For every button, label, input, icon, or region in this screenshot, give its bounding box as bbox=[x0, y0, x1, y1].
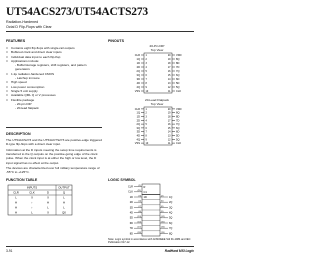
pin-number: 5 bbox=[145, 123, 147, 127]
pin-number: 8 bbox=[145, 82, 147, 85]
pin-number: 14 bbox=[167, 130, 171, 134]
pin-number: 7 bbox=[145, 130, 147, 134]
pin-name: 1Q bbox=[136, 58, 140, 61]
pin-number: 11 bbox=[168, 90, 171, 93]
input-pin-number: (17) bbox=[137, 226, 141, 229]
logic-symbol-heading: LOGIC SYMBOL bbox=[108, 178, 136, 182]
pin-name: 8D bbox=[176, 62, 180, 65]
input-label: 7D bbox=[129, 227, 133, 231]
pin-number: 8 bbox=[145, 134, 147, 138]
output-pin-number: (16) bbox=[161, 226, 165, 229]
dip-title: 20-Pin DIP bbox=[149, 44, 165, 48]
pin-name: 4Q bbox=[136, 138, 140, 142]
pin-name: CLR bbox=[134, 107, 140, 111]
pin-number: 19 bbox=[167, 111, 171, 115]
logic-symbol-diagram bbox=[108, 183, 196, 237]
flatpack-title: 20-Lead Flatpack bbox=[145, 98, 169, 102]
pin-name: 4D bbox=[136, 82, 140, 85]
feature-item: □ 1.2µ radiation-hardened CMOS bbox=[6, 71, 55, 76]
clock-label: C1 bbox=[143, 191, 147, 194]
pin-name: 2Q bbox=[136, 123, 140, 127]
pin-number: 3 bbox=[145, 115, 147, 119]
table-cell: L bbox=[63, 195, 65, 200]
table-cell: ↑ bbox=[31, 205, 33, 210]
pin-number: 20 bbox=[167, 107, 171, 111]
description-paragraph-3: The devices are characterized over full military temperature range of -55°C to +125°C. bbox=[6, 166, 100, 175]
input-label: 1D bbox=[129, 195, 133, 199]
footer-brand: RadHard MSI Logic bbox=[164, 249, 194, 253]
table-cell: L bbox=[63, 205, 65, 210]
input-label: 8D bbox=[129, 232, 133, 236]
pin-name: 6D bbox=[176, 78, 180, 81]
column-header: D bbox=[46, 190, 50, 195]
input-label: 2D bbox=[129, 201, 133, 205]
pin-name: 5Q bbox=[176, 138, 180, 142]
feature-item: □ Flexible package bbox=[6, 97, 35, 102]
pin-name: 8Q bbox=[176, 58, 180, 61]
pin-name: 4D bbox=[136, 134, 140, 138]
pin-number: 18 bbox=[167, 115, 171, 119]
pin-name: 7D bbox=[176, 66, 180, 69]
pin-number: 4 bbox=[145, 119, 147, 123]
feature-item: □ Applications include: bbox=[6, 58, 40, 63]
pin-name: 5Q bbox=[176, 86, 180, 89]
bullet-icon: □ bbox=[6, 54, 8, 59]
pin-name: 3D bbox=[136, 130, 140, 134]
dip-pinout-diagram bbox=[128, 52, 188, 94]
table-cell: H bbox=[14, 210, 18, 215]
pin-name: 7D bbox=[176, 119, 180, 123]
pin-name: 3D bbox=[136, 78, 140, 81]
pin-number: 2 bbox=[145, 58, 147, 61]
pin-name: CLR bbox=[134, 54, 140, 57]
output-label: 2Q bbox=[169, 201, 173, 205]
pin-number: 18 bbox=[167, 62, 171, 65]
features-list bbox=[6, 46, 104, 110]
pin-name: 2Q bbox=[136, 70, 140, 73]
table-cell: L bbox=[31, 210, 33, 215]
page-title: UT54ACS273/UT54ACTS273 bbox=[6, 6, 148, 18]
function-table bbox=[6, 184, 78, 222]
pin-number: 12 bbox=[167, 86, 171, 89]
pin-number: 17 bbox=[167, 66, 171, 69]
feature-item: - Latchup immune bbox=[15, 76, 40, 81]
feature-item: □ Available QML Q or V processes bbox=[6, 93, 56, 98]
pin-name: 7Q bbox=[176, 123, 180, 127]
pin-number: 5 bbox=[145, 70, 147, 73]
pin-name: 7Q bbox=[176, 70, 180, 73]
pin-number: 2 bbox=[145, 111, 147, 115]
pin-name: 2D bbox=[136, 66, 140, 69]
pin-number: 16 bbox=[167, 123, 171, 127]
pin-number: 1 bbox=[145, 107, 147, 111]
pin-name: 6Q bbox=[176, 126, 180, 130]
output-pin-number: (6) bbox=[161, 205, 164, 208]
dip-view: Top View bbox=[150, 48, 164, 52]
bullet-icon: □ bbox=[6, 93, 8, 98]
table-cell: H bbox=[62, 200, 66, 205]
feature-item: □ Contains eight flip-flops with single-rail outputs bbox=[6, 46, 75, 50]
output-label: 8Q bbox=[169, 232, 173, 236]
pin-number: 16 bbox=[167, 70, 171, 73]
pin-name: CLK bbox=[176, 142, 182, 146]
input-pin-number: (8) bbox=[138, 211, 141, 213]
description-paragraph-2: Information at the D inputs meeting the setup time requirements is transferred to the Q outputs on the positive-going edge of the clock pulse. When the clock input is at either the high or low level, the D input signal has no effect at the output. bbox=[6, 147, 98, 165]
reset-label: R bbox=[143, 185, 146, 189]
pin-number: 13 bbox=[167, 82, 171, 85]
pin-number: 10 bbox=[145, 142, 149, 146]
pin-number: 17 bbox=[167, 119, 171, 123]
pin-name: 3Q bbox=[136, 74, 140, 77]
feature-item: □ Low power consumption bbox=[6, 84, 45, 89]
output-label: 7Q bbox=[169, 227, 173, 231]
description-paragraph-1: The UT54ACS273 and the UT54ACTS273 are positive-edge triggered D-type flip-flops with a direct clear input. bbox=[6, 138, 102, 147]
table-cell: L bbox=[15, 195, 17, 200]
input-pin-number: (1) bbox=[138, 185, 141, 187]
feature-item: - Buffer/storage registers, shift registers, and pattern bbox=[15, 63, 87, 68]
pin-name: 2D bbox=[136, 119, 140, 123]
output-label: 5Q bbox=[169, 216, 173, 220]
data-label: 1D bbox=[143, 196, 147, 200]
table-cell: X bbox=[47, 210, 49, 215]
bullet-icon: □ bbox=[6, 46, 8, 50]
output-pin-number: (9) bbox=[161, 211, 164, 213]
input-pin-number: (4) bbox=[138, 200, 141, 203]
pin-number: 12 bbox=[167, 138, 171, 142]
table-cell: H bbox=[14, 205, 18, 210]
bullet-icon: □ bbox=[6, 50, 8, 55]
output-pin-number: (2) bbox=[161, 195, 164, 198]
pinouts-heading: PINOUTS bbox=[108, 39, 124, 43]
pin-number: 9 bbox=[145, 138, 147, 142]
input-pin-number: (7) bbox=[138, 205, 141, 208]
pin-name: 5D bbox=[176, 82, 180, 85]
input-label: CLK bbox=[128, 190, 133, 194]
input-label: 3D bbox=[129, 206, 133, 210]
pin-number: 15 bbox=[167, 74, 171, 77]
input-pin-number: (18) bbox=[137, 231, 141, 234]
output-label: 6Q bbox=[169, 221, 173, 225]
input-label: 6D bbox=[129, 221, 133, 225]
features-heading: FEATURES bbox=[6, 39, 26, 43]
description-heading: DESCRIPTION bbox=[6, 132, 31, 136]
pin-name: 6D bbox=[176, 130, 180, 134]
pin-name: 6Q bbox=[176, 74, 180, 77]
bullet-icon: □ bbox=[6, 80, 8, 85]
bullet-icon: □ bbox=[6, 97, 8, 102]
table-cell: X bbox=[47, 195, 49, 200]
inputs-label: INPUTS bbox=[26, 185, 38, 190]
input-label: 5D bbox=[129, 216, 133, 220]
feature-item: □ Individual data input to each flip-flop bbox=[6, 54, 61, 59]
pin-name: 8D bbox=[176, 115, 180, 119]
feature-item: □ High speed bbox=[6, 80, 27, 85]
column-header: CLK bbox=[29, 190, 35, 195]
column-header: Q bbox=[62, 190, 66, 195]
pin-number: 6 bbox=[145, 74, 147, 77]
bullet-icon: □ bbox=[6, 84, 8, 89]
table-cell: H bbox=[14, 200, 18, 205]
input-pin-number: (13) bbox=[137, 216, 141, 219]
pin-number: 6 bbox=[145, 126, 147, 130]
flatpack-view: Top View bbox=[150, 102, 164, 106]
table-cell: L bbox=[47, 205, 49, 210]
table-cell: ↑ bbox=[31, 200, 33, 205]
pin-number: 13 bbox=[167, 134, 171, 138]
page-subtitle-2: Octal D Flip-Flops with Clear bbox=[6, 24, 52, 29]
input-pin-number: (14) bbox=[137, 221, 141, 224]
pin-number: 19 bbox=[167, 58, 171, 61]
bullet-icon: □ bbox=[6, 88, 8, 93]
pin-number: 7 bbox=[145, 78, 147, 81]
table-cell: Q0 bbox=[62, 210, 66, 215]
table-cell: X bbox=[31, 195, 33, 200]
pin-name: 4Q bbox=[136, 86, 140, 89]
input-pin-number: (11) bbox=[137, 190, 141, 193]
description-rule bbox=[6, 127, 102, 128]
output-pin-number: (19) bbox=[161, 231, 165, 234]
pin-number: 10 bbox=[145, 90, 149, 93]
column-header: CLR bbox=[13, 190, 19, 195]
description-body bbox=[6, 138, 102, 176]
output-label: 3Q bbox=[169, 206, 173, 210]
pin-number: 15 bbox=[167, 126, 171, 130]
pin-name: VDD bbox=[176, 107, 182, 111]
output-label: 4Q bbox=[169, 211, 173, 215]
pin-number: 1 bbox=[145, 54, 147, 57]
pin-number: 11 bbox=[168, 142, 171, 146]
pin-name: VSS bbox=[134, 90, 140, 93]
feature-item: - 20-lead flatpack bbox=[15, 106, 39, 111]
bullet-icon: □ bbox=[6, 58, 8, 63]
feature-item: - 20-pin DIP bbox=[15, 101, 32, 106]
pin-name: 5D bbox=[176, 134, 180, 138]
feature-item: □ Single 5 volt supply bbox=[6, 88, 38, 93]
output-pin-number: (5) bbox=[161, 200, 164, 203]
pin-number: 3 bbox=[145, 62, 147, 65]
pin-name: 8Q bbox=[176, 111, 180, 115]
header-rule bbox=[6, 31, 194, 32]
pin-name: 1Q bbox=[136, 111, 140, 115]
pin-number: 4 bbox=[145, 66, 147, 69]
pin-number: 9 bbox=[145, 86, 147, 89]
table-cell: H bbox=[46, 200, 50, 205]
pin-name: 3Q bbox=[136, 126, 140, 130]
feature-item: generators bbox=[15, 67, 30, 72]
output-label: 1Q bbox=[169, 195, 173, 199]
bullet-icon: □ bbox=[6, 71, 8, 76]
output-pin-number: (15) bbox=[161, 221, 165, 224]
pin-name: VSS bbox=[134, 142, 140, 146]
output-label: OUTPUT bbox=[58, 185, 70, 190]
flatpack-pinout-diagram bbox=[128, 106, 188, 146]
input-pin-number: (3) bbox=[138, 195, 141, 198]
input-label: CLR bbox=[127, 185, 133, 189]
pin-name: 1D bbox=[136, 62, 140, 65]
page-subtitle-1: Radiation-Hardened bbox=[6, 20, 39, 24]
pin-name: CLK bbox=[176, 90, 182, 93]
pin-name: 1D bbox=[136, 115, 140, 119]
pin-name: VDD bbox=[176, 54, 182, 57]
pin-number: 14 bbox=[167, 78, 171, 81]
feature-item: □ Buffered clock and direct clear inputs bbox=[6, 50, 62, 55]
logic-symbol-note: Note: Logic symbol in accordance with ANSI/IEEE Std 91-1984 and IEC Publication 617-12. bbox=[108, 238, 191, 245]
input-label: 4D bbox=[129, 211, 133, 215]
function-table-heading: FUNCTION TABLE bbox=[6, 178, 38, 182]
footer-page-number: 3-91 bbox=[6, 249, 13, 253]
footer-rule bbox=[6, 246, 194, 247]
output-pin-number: (12) bbox=[161, 216, 165, 219]
pin-number: 20 bbox=[167, 54, 171, 57]
